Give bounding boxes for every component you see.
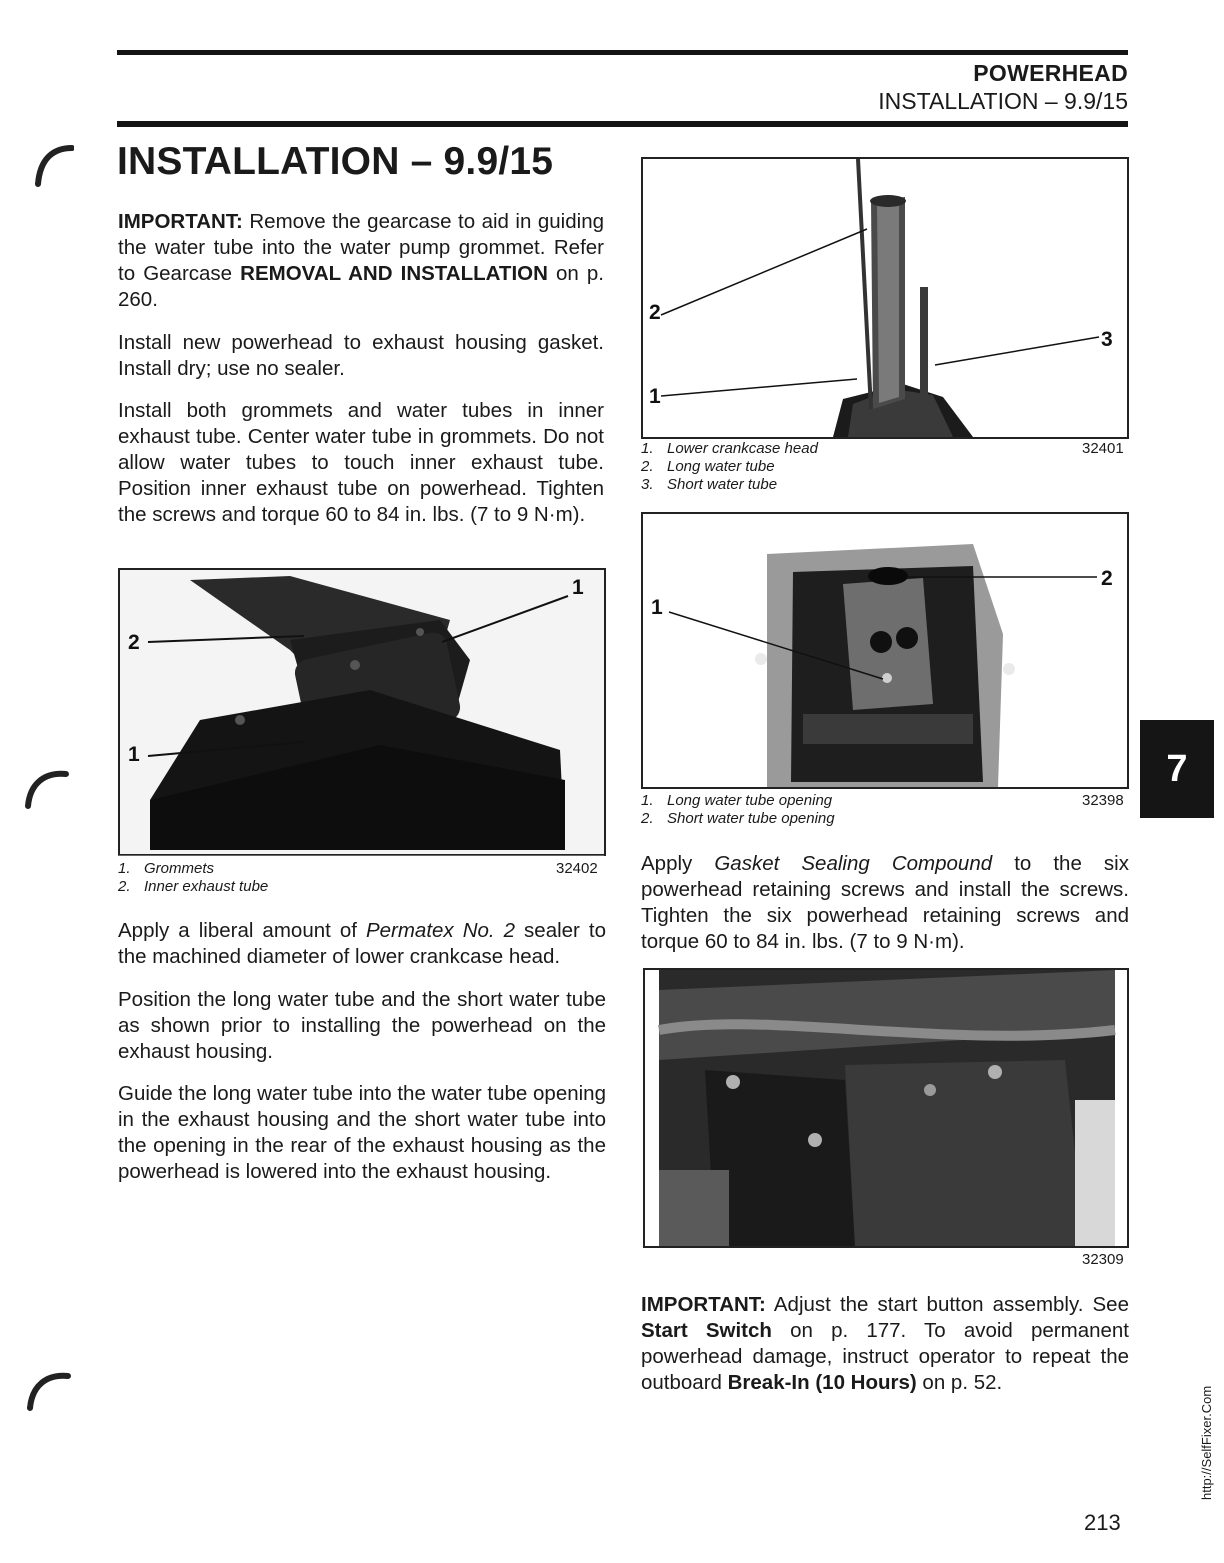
important-text: Remove the gearcase to aid in guiding the water tube into the water pump grommet. Refer to Gearcase (118, 210, 604, 285)
figure-id: 32398 (1082, 792, 1124, 809)
break-in-ref: Break-In (10 Hours) (727, 1371, 917, 1394)
section-tab: 7 (1140, 720, 1214, 818)
text-run: on p. 177. To avoid permanent powerhead damage, instruct operator to repeat the outboard (641, 1319, 1130, 1394)
apply-compound-paragraph (641, 851, 1129, 955)
figure-id: 32309 (1082, 1251, 1124, 1268)
figure-id: 32401 (1082, 440, 1124, 457)
text-run: to the six powerhead retaining screws and install the screws. Tighten the six powerhead retaining screws and torque 60 to 84 in. lbs. (7 to 9 N·m). (641, 852, 1129, 953)
text-run: Apply (641, 852, 715, 875)
guide-paragraph: Guide the long water tube into the water tube opening in the exhaust housing and the short water tube into the opening in the rear of the exhaust housing as the powerhead is lowered into the exhaust housing. (118, 1082, 606, 1183)
caption-item (641, 440, 818, 458)
caption-num: 1. (118, 860, 131, 877)
removal-installation-ref: REMOVAL AND INSTALLATION (240, 262, 548, 285)
caption-text: Inner exhaust tube (144, 878, 269, 895)
figure-grommets-photo (118, 568, 606, 856)
text-run: Apply a liberal amount of (118, 919, 366, 942)
page-number: 213 (1084, 1510, 1121, 1535)
important-text-end: on p. 260. (118, 262, 604, 311)
callout-label: 2 (1101, 567, 1113, 590)
page-title: INSTALLATION – 9.9/15 (117, 140, 554, 183)
callout-label: 2 (128, 631, 140, 654)
caption-num: 3. (641, 476, 654, 493)
caption-item (118, 860, 214, 878)
caption-text: Lower crankcase head (667, 440, 818, 457)
important-label: IMPORTANT: (641, 1293, 766, 1316)
start-switch-ref: Start Switch (641, 1319, 772, 1342)
caption-num: 1. (641, 792, 654, 809)
binding-mark-icon (34, 138, 74, 188)
caption-text: Long water tube (667, 458, 775, 475)
figure-retaining-screws-photo (643, 968, 1129, 1248)
callout-label: 1 (649, 385, 661, 408)
callout-label: 1 (572, 576, 584, 599)
figure-id: 32402 (556, 860, 598, 877)
binding-mark-icon (24, 1362, 72, 1412)
caption-text: Grommets (144, 860, 215, 877)
caption-item (641, 792, 832, 810)
important-startbutton-note (641, 1292, 1129, 1396)
caption-num: 2. (118, 878, 131, 895)
caption-text: Short water tube opening (667, 810, 835, 827)
caption-text: Short water tube (667, 476, 778, 493)
caption-item (118, 878, 268, 896)
important-note (118, 209, 604, 313)
header-top-rule (117, 50, 1128, 55)
figure-tube-openings-photo (641, 512, 1129, 789)
running-header-section: POWERHEAD (973, 60, 1128, 86)
running-header-subsection: INSTALLATION – 9.9/15 (878, 88, 1128, 114)
gasket-compound-product: Gasket Sealing Compound (714, 852, 993, 875)
caption-item (641, 458, 775, 476)
caption-rule (118, 855, 604, 856)
text-run: sealer to the machined diameter of lower crankcase head. (118, 919, 607, 968)
important-label: IMPORTANT: (118, 210, 243, 233)
caption-num: 2. (641, 458, 654, 475)
callout-label: 3 (1101, 328, 1113, 351)
text-run: Adjust the start button assembly. See (765, 1293, 1129, 1316)
binding-mark-icon (22, 760, 70, 810)
text-run: on p. 52. (916, 1371, 1003, 1394)
caption-num: 2. (641, 810, 654, 827)
caption-text: Long water tube opening (667, 792, 833, 809)
callout-label: 2 (649, 301, 661, 324)
side-url-watermark: http://SelfFixer.Com (1199, 1385, 1214, 1500)
grommets-paragraph: Install both grommets and water tubes in inner exhaust tube. Center water tube in grommets. Do not allow water tubes to touch inner exhaust tube. Position inner exhaust tube on powerhead. Tighten the screws and torque 60 to 84 in. lbs. (7 to 9 N·m). (118, 399, 604, 526)
caption-item (641, 810, 835, 828)
permatex-product: Permatex No. 2 (365, 919, 516, 942)
position-paragraph: Position the long water tube and the short water tube as shown prior to installing the powerhead on the exhaust housing. (118, 988, 606, 1063)
permatex-paragraph (118, 918, 606, 970)
caption-num: 1. (641, 440, 654, 457)
gasket-paragraph: Install new powerhead to exhaust housing gasket. Install dry; use no sealer. (118, 331, 604, 380)
callout-label: 1 (651, 596, 663, 619)
callout-label: 1 (128, 743, 140, 766)
figure-water-tubes-photo (641, 157, 1129, 439)
caption-item (641, 476, 777, 494)
header-bottom-rule (117, 121, 1128, 127)
